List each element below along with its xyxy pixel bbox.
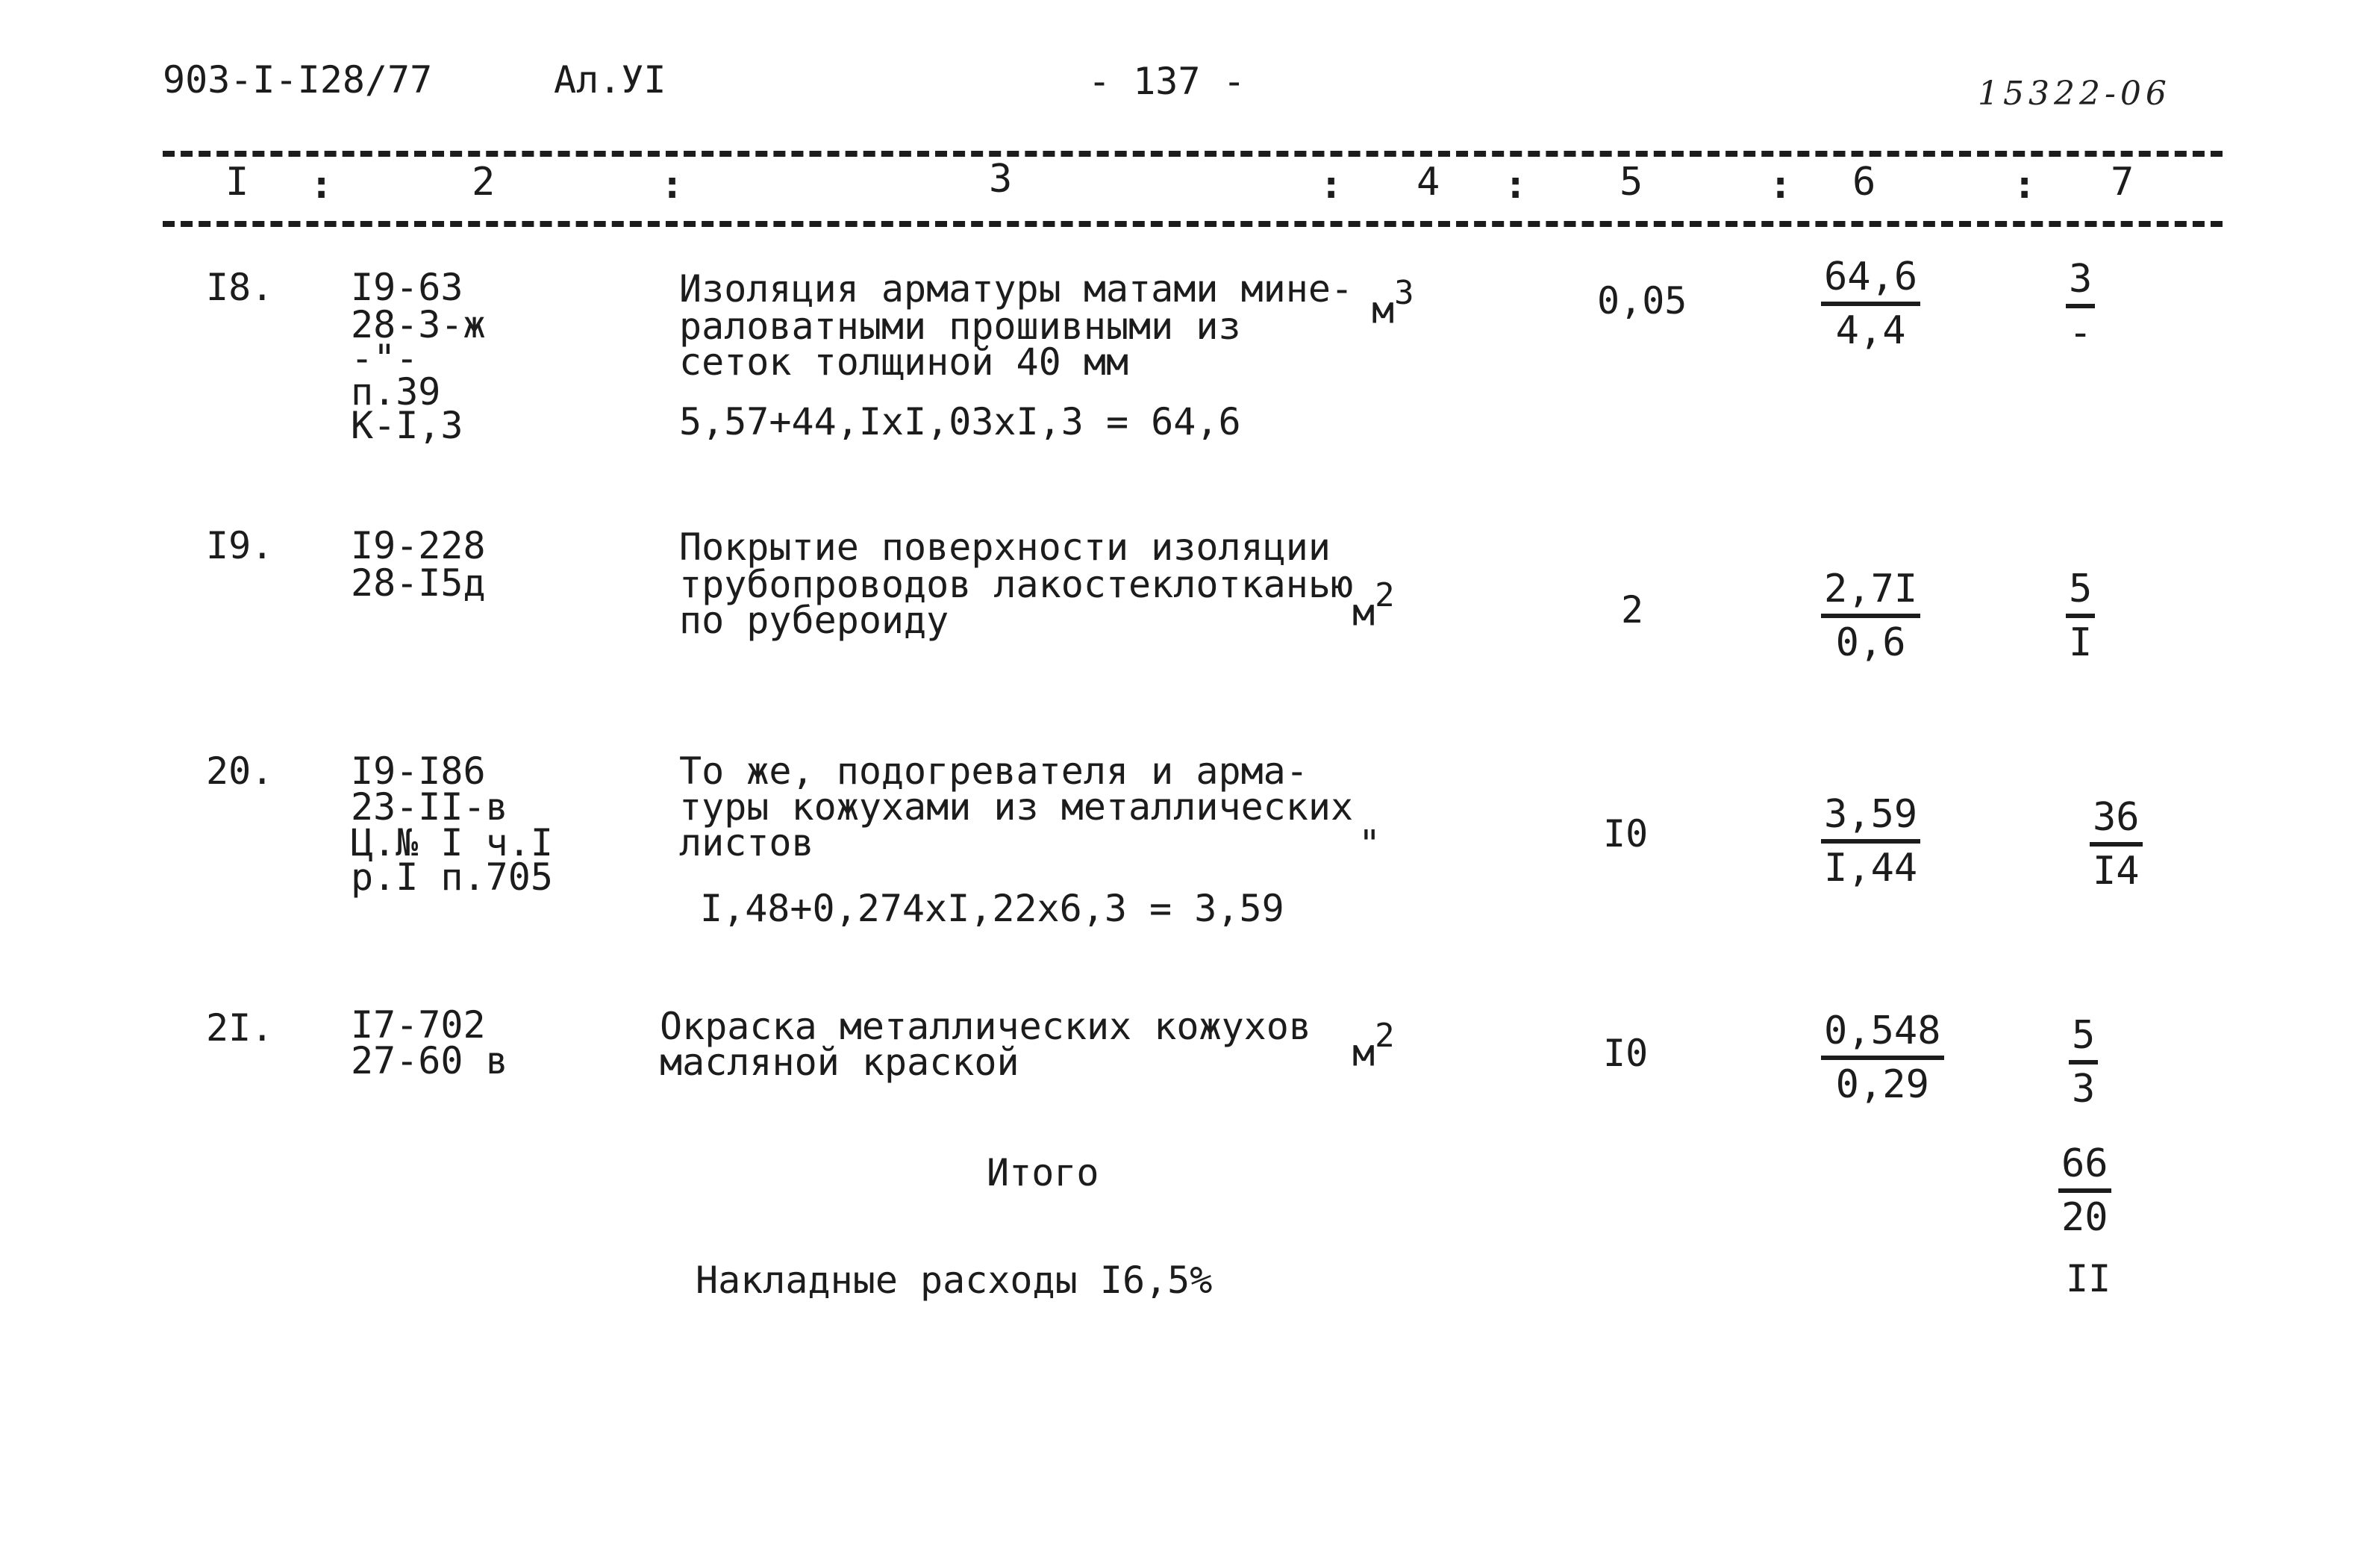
cost-wages: 3: [2072, 1067, 2096, 1112]
norm-code: К-I,3: [351, 404, 463, 447]
column-separator: :: [1769, 163, 1793, 208]
work-description: по рубероиду: [679, 599, 949, 642]
unit-price-fraction: [1821, 255, 1920, 352]
calculation-formula: 5,57+44,IхI,03хI,3 = 64,6: [679, 400, 1241, 443]
row-number: I8.: [206, 266, 274, 309]
norm-code: 28-3-ж: [351, 303, 486, 346]
total-label: Итого: [987, 1151, 1099, 1194]
total-fraction: [2058, 1142, 2111, 1239]
cost-total: 36: [2090, 796, 2143, 847]
column-separator: :: [2013, 163, 2037, 208]
unit-price-fraction: [1821, 567, 1920, 664]
norm-code: -"-: [351, 337, 419, 380]
row-number: I9.: [206, 524, 274, 567]
unit-of-measure: $м^2$: [1352, 1017, 1395, 1075]
unit-of-measure: ": [1358, 822, 1381, 866]
quantity: I0: [1603, 812, 1649, 855]
cost-fraction: [2066, 567, 2095, 664]
work-description: листов: [679, 821, 814, 864]
work-description: Изоляция арматуры матами мине-: [679, 267, 1354, 311]
column-separator: :: [1319, 163, 1343, 208]
cost-wages: -: [2069, 311, 2093, 355]
work-description: сеток толщиной 40 мм: [679, 340, 1129, 384]
cost-total: 5: [2069, 1014, 2098, 1064]
document-code: 903-I-I28/77: [163, 58, 433, 102]
norm-code: I9-I86: [351, 749, 486, 793]
cost-fraction: [2090, 796, 2143, 893]
overhead-label: Накладные расходы I6,5%: [696, 1259, 1213, 1302]
row-number: 2I.: [206, 1006, 274, 1050]
column-header-1: I: [225, 160, 249, 205]
cost-total: 5: [2066, 567, 2095, 618]
norm-code: Ц.№ I ч.I: [351, 821, 553, 864]
total-wages: 20: [2061, 1195, 2108, 1240]
overhead-value: II: [2066, 1257, 2111, 1300]
norm-code: I9-63: [351, 266, 463, 309]
work-description: Окраска металлических кожухов: [660, 1005, 1311, 1048]
unit-price-total: 3,59: [1821, 793, 1920, 844]
norm-code: I9-228: [351, 524, 486, 567]
cost-fraction: [2066, 258, 2095, 355]
cost-wages: I: [2069, 620, 2093, 665]
total-cost: 66: [2058, 1142, 2111, 1193]
cost-fraction: [2069, 1014, 2098, 1111]
cost-total: 3: [2066, 258, 2095, 308]
norm-code: п.39: [351, 370, 441, 414]
work-description: То же, подогревателя и арма-: [679, 749, 1308, 793]
work-description: раловатными прошивными из: [679, 305, 1241, 348]
norm-code: 23-II-в: [351, 785, 508, 829]
unit-price-wages: 0,6: [1835, 620, 1906, 665]
column-header-6: 6: [1852, 160, 1876, 205]
column-header-2: 2: [472, 160, 496, 205]
column-separator: :: [310, 163, 334, 208]
unit-price-wages: 4,4: [1835, 308, 1906, 353]
handwritten-code: 15322-06: [1978, 75, 2171, 113]
unit-price-wages: 0,29: [1835, 1062, 1929, 1107]
column-header-5: 5: [1620, 160, 1643, 205]
norm-code: р.I п.705: [351, 855, 553, 899]
unit-price-wages: I,44: [1824, 846, 1918, 891]
unit-of-measure: $м^2$: [1352, 576, 1395, 635]
unit-price-total: 2,7I: [1821, 567, 1920, 618]
column-header-3: 3: [989, 157, 1013, 202]
quantity: 2: [1621, 588, 1644, 632]
unit-price-fraction: [1821, 793, 1920, 890]
quantity: 0,05: [1597, 279, 1687, 322]
unit-price-total: 0,548: [1821, 1009, 1944, 1060]
album-number: Ал.УI: [554, 58, 666, 102]
column-separator: :: [1504, 163, 1528, 208]
work-description: масляной краской: [660, 1041, 1019, 1084]
unit-of-measure: $м^3$: [1372, 274, 1414, 332]
column-header-7: 7: [2111, 160, 2134, 205]
column-separator: :: [660, 163, 684, 208]
quantity: I0: [1603, 1032, 1649, 1075]
norm-code: I7-702: [351, 1003, 486, 1047]
row-number: 20.: [206, 749, 274, 793]
header-bottom-rule: [163, 221, 2223, 227]
cost-wages: I4: [2093, 849, 2140, 894]
unit-price-total: 64,6: [1821, 255, 1920, 306]
norm-code: 28-I5д: [351, 561, 486, 605]
norm-code: 27-60 в: [351, 1039, 508, 1082]
column-header-4: 4: [1417, 160, 1440, 205]
header-top-rule: [163, 151, 2223, 157]
work-description: трубопроводов лакостеклотканью: [679, 563, 1354, 606]
work-description: туры кожухами из металлических: [679, 785, 1354, 829]
calculation-formula: I,48+0,274хI,22х6,3 = 3,59: [700, 887, 1284, 930]
page-number: - 137 -: [1088, 60, 1246, 103]
work-description: Покрытие поверхности изоляции: [679, 526, 1331, 569]
unit-price-fraction: [1821, 1009, 1944, 1106]
